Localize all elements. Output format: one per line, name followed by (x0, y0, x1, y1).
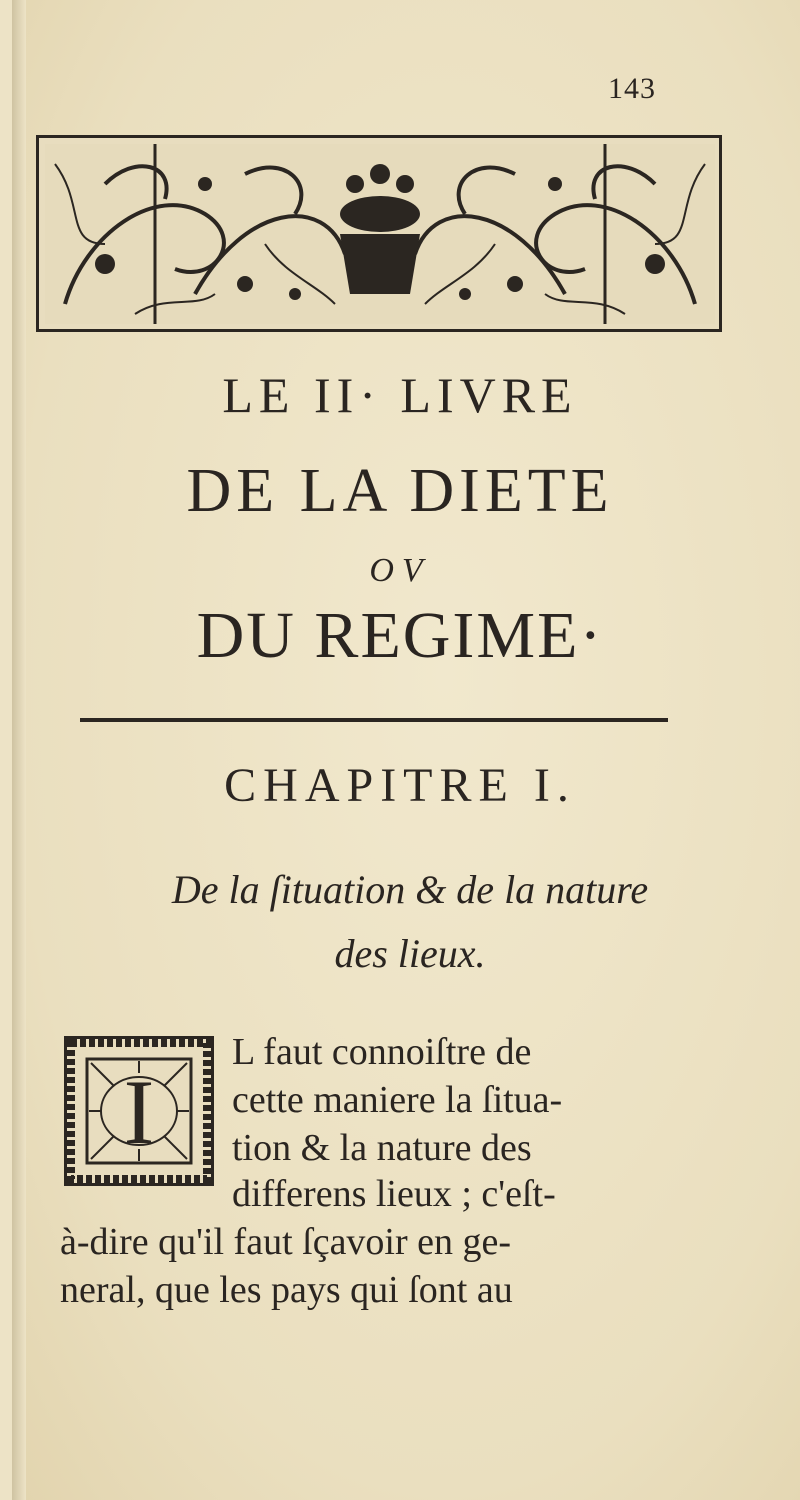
body-line-6: neral, que les pays qui ſont au (60, 1269, 513, 1311)
body-line-2: cette maniere la ſitua- (232, 1079, 563, 1121)
book-title-line-4: DU REGIME· (196, 599, 604, 672)
page-gutter-shadow (12, 0, 26, 1500)
body-line-3: tion & la nature des (232, 1127, 532, 1169)
drop-capital (64, 1036, 214, 1186)
body-line-1: L faut connoiſtre de (232, 1031, 532, 1073)
chapter-subtitle-line-1: De la ſituation & de la nature (171, 867, 649, 912)
body-line-5: à-dire qu'il faut ſçavoir en ge- (60, 1221, 512, 1263)
headpiece-ornament-graphic (45, 144, 715, 324)
page-number: 143 (608, 72, 656, 105)
chapter-subtitle-line-2: des lieux. (334, 931, 486, 976)
book-title-line-1: LE II· LIVRE (222, 367, 578, 423)
body-line-4: differens lieux ; c'eſt- (232, 1173, 556, 1215)
book-title-line-3: OV (369, 552, 431, 589)
book-title-line-2: DE LA DIETE (186, 457, 614, 525)
chapter-heading: CHAPITRE I. (224, 759, 576, 812)
headpiece-ornament (36, 135, 722, 332)
drop-capital-letter: I (123, 1061, 155, 1163)
divider-rule (80, 718, 668, 722)
